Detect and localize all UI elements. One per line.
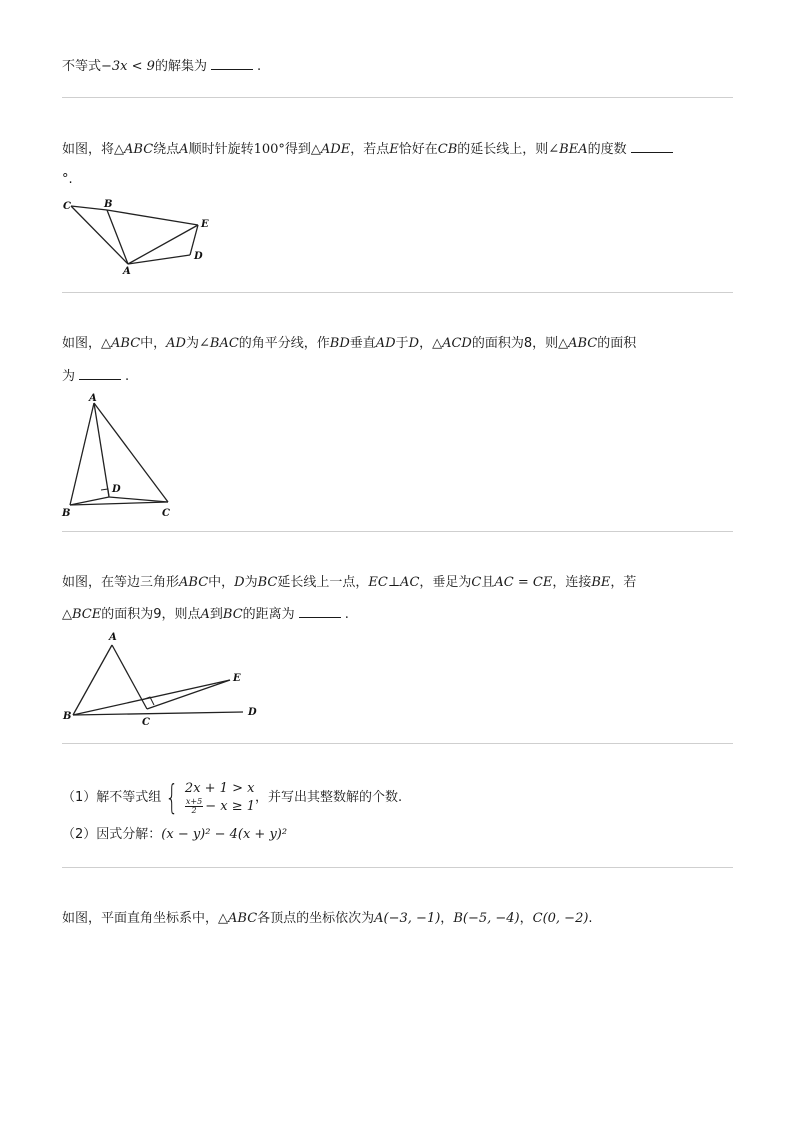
q4-label-c: C — [142, 717, 150, 728]
q2-math-d: △ADE — [310, 142, 351, 157]
q5-row-2-rest: − x ≥ 1 — [205, 798, 256, 814]
q4-l2-text-a: 的面积为9，则点 — [101, 607, 201, 622]
q6-math-a: △ABC — [218, 911, 258, 926]
q3-text-g: ， — [419, 336, 433, 351]
q3-math-f: D — [408, 336, 420, 351]
q3-label-a: A — [89, 393, 97, 404]
divider — [62, 743, 733, 744]
q2-math-c: 100° — [253, 142, 285, 157]
q6-text-b: 各顶点的坐标依次为 — [257, 911, 375, 926]
q4-math-e: C — [471, 575, 482, 590]
q6-sep-1: ， — [440, 911, 454, 926]
q4-math-a: ABC — [179, 575, 209, 590]
q4-label-d: D — [248, 707, 257, 718]
q3-math-c: ∠BAC — [199, 336, 239, 351]
q6-math-c: B(−5, −4) — [453, 911, 520, 926]
q4-answer-blank[interactable] — [299, 605, 341, 618]
q4-line-2 — [62, 605, 349, 625]
q6-math-d: C(0, −2) — [532, 911, 589, 926]
q2-figure — [58, 196, 218, 280]
q3-math-b: AD — [166, 336, 186, 351]
q5-row-1: 2x + 1 > x — [184, 780, 255, 796]
q1-end: . — [256, 59, 262, 74]
q3-text-b: 中， — [140, 336, 167, 351]
q4-l2-math-b: A — [200, 607, 210, 622]
q4-l2-math-c: BC — [222, 607, 243, 622]
q2-line-2 — [62, 170, 73, 190]
q5-inequality-system — [161, 777, 256, 818]
q4-text-e: ，垂足为 — [419, 575, 472, 590]
q2-label-c: C — [63, 201, 71, 212]
q1-answer-blank[interactable] — [211, 57, 253, 70]
q3-math-g: △ACD — [432, 336, 472, 351]
q4-text-c: 为 — [244, 575, 258, 590]
q3-math-h: △ABC — [558, 336, 598, 351]
q3-line-2 — [62, 367, 129, 387]
q4-text-g: ，连接 — [552, 575, 592, 590]
q5-p2-math: (x − y)² − 4(x + y)² — [161, 827, 288, 842]
q2-label-b: B — [104, 199, 113, 210]
q5-p1-label: （1）解不等式组 — [62, 790, 162, 805]
q2-math-g: ∠BEA — [548, 142, 588, 157]
q3-figure — [58, 390, 188, 520]
q2-math-e: E — [389, 142, 399, 157]
q4-text-b: 中， — [208, 575, 235, 590]
q3-math-d: BD — [329, 336, 350, 351]
q6-math-b: A(−3, −1) — [374, 911, 441, 926]
q5-fraction — [185, 798, 203, 815]
q4-text-a: 如图，在等边三角形 — [62, 575, 180, 590]
q2-label-d: D — [194, 251, 203, 262]
q3-text-c: 为 — [185, 336, 199, 351]
q2-text-b: 绕点 — [153, 142, 180, 157]
q3-text-e: 垂直 — [349, 336, 376, 351]
q3-text-i: 的面积 — [597, 336, 637, 351]
question-5-part-2 — [62, 825, 287, 845]
q3-math-a: △ABC — [101, 336, 141, 351]
q1-math: −3x < 9 — [101, 59, 155, 74]
q5-row-2 — [185, 798, 255, 816]
q2-math-b: A — [179, 142, 189, 157]
question-3 — [62, 334, 636, 354]
question-1 — [62, 57, 261, 77]
q3-label-d: D — [112, 484, 121, 495]
q2-text-e: ，若点 — [350, 142, 390, 157]
q4-end: . — [344, 607, 349, 622]
q2-math-a: △ABC — [114, 142, 154, 157]
divider — [62, 531, 733, 532]
q4-label-e: E — [233, 673, 241, 684]
divider — [62, 867, 733, 868]
q2-text-a: 如图，将 — [62, 142, 115, 157]
q6-end: . — [588, 911, 593, 926]
q2-math-f: CB — [437, 142, 458, 157]
q1-text: 不等式 — [62, 59, 102, 74]
q3-end: . — [125, 369, 130, 384]
q2-text-g: 的延长线上，则 — [457, 142, 549, 157]
q4-math-g: BE — [591, 575, 611, 590]
q3-text-a: 如图， — [62, 336, 102, 351]
q2-label-e: E — [201, 219, 209, 230]
q4-math-f: AC = CE — [494, 575, 553, 590]
q4-math-c: BC — [257, 575, 278, 590]
q1-text-b: 的解集为 — [154, 59, 207, 74]
question-4 — [62, 573, 636, 593]
q4-label-b: B — [63, 711, 72, 722]
q4-figure — [58, 628, 268, 728]
q3-line2-text: 为 — [62, 369, 76, 384]
q4-text-d: 延长线上一点， — [277, 575, 369, 590]
q4-label-a: A — [109, 632, 117, 643]
q5-brace: { — [165, 777, 179, 818]
question-5-part-1 — [62, 778, 402, 818]
q3-label-c: C — [162, 508, 170, 519]
q3-label-b: B — [62, 508, 71, 519]
q5-frac-den: 2 — [191, 805, 197, 815]
q2-text-c: 顺时针旋转 — [188, 142, 254, 157]
q4-math-b: D — [234, 575, 245, 590]
q5-frac-num: x+5 — [185, 796, 203, 806]
q5-p1-tail: ，并写出其整数解的个数. — [255, 790, 403, 805]
q3-text-h: 的面积为8，则 — [471, 336, 559, 351]
q2-text-f: 恰好在 — [398, 142, 438, 157]
q2-text-d: 得到 — [284, 142, 311, 157]
q4-l2-text-c: 的距离为 — [242, 607, 295, 622]
q2-text-h: 的度数 — [587, 142, 627, 157]
q2-answer-blank[interactable] — [631, 140, 673, 153]
q3-text-f: 于 — [395, 336, 409, 351]
q6-text-a: 如图，平面直角坐标系中， — [62, 911, 219, 926]
question-6 — [62, 909, 593, 929]
q6-sep-2: ， — [519, 911, 533, 926]
q3-answer-blank[interactable] — [79, 367, 121, 380]
q4-text-f: 且 — [481, 575, 495, 590]
q2-label-a: A — [123, 266, 131, 277]
question-2 — [62, 140, 677, 160]
q4-text-h: ，若 — [610, 575, 637, 590]
q4-l2-math-a: △BCE — [62, 607, 102, 622]
q3-math-e: AD — [375, 336, 396, 351]
q5-p2-label: （2）因式分解： — [62, 827, 162, 842]
divider — [62, 292, 733, 293]
q4-math-d: EC⊥AC — [368, 575, 420, 590]
q2-degree-end: °. — [62, 172, 73, 187]
q4-l2-text-b: 到 — [209, 607, 223, 622]
divider — [62, 97, 733, 98]
q3-text-d: 的角平分线，作 — [238, 336, 330, 351]
